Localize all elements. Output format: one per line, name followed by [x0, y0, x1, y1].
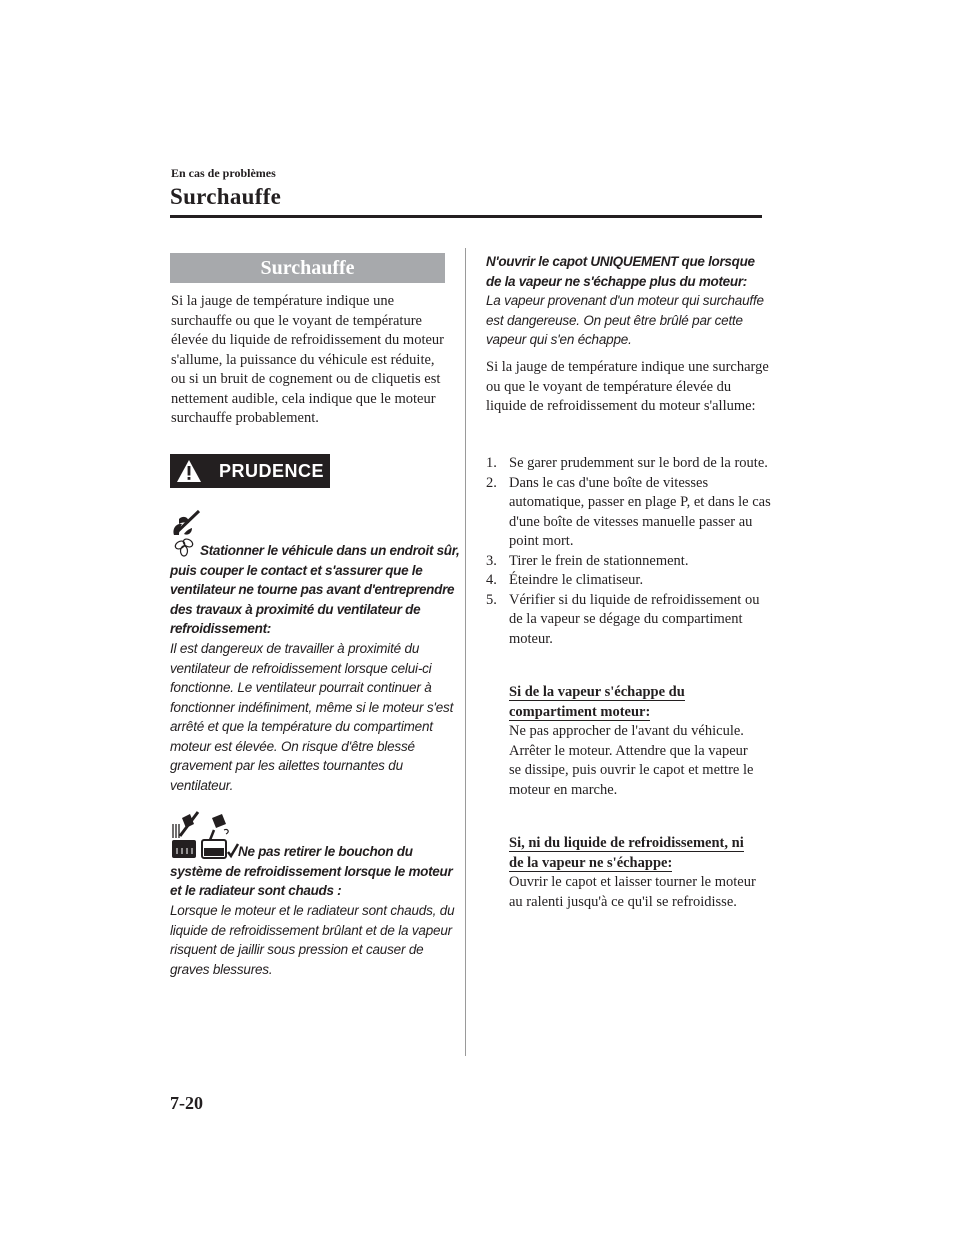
list-item — [486, 454, 771, 474]
section-intro: Si la jauge de température indique une surchauffe ou que le voyant de température élevée du liquide de refroidissement du moteur s'allume, la puissance du véhicule est réduite, ou si un bruit de cognement ou de cliquetis est nettement audible, cela indique que le moteur surchauffe probablement. — [171, 293, 444, 426]
warning-heading-fan: Stationner le véhicule dans un endroit sûr, puis couper le contact et s'assurer que le ventilateur ne tourne pas avant d'entreprendre des travaux à proximité du ventilateur de refroidissement: — [170, 543, 460, 636]
case-steam-body: Ne pas approcher de l'avant du véhicule. Arrêter le moteur. Attendre que la vapeur se dissipe, puis ouvrir le capot et mettre le moteur en marche. — [509, 723, 754, 798]
step-number: 2. — [486, 474, 497, 491]
procedure-steps — [486, 454, 771, 649]
warning-heading-hood: N'ouvrir le capot UNIQUEMENT que lorsque de la vapeur ne s'échappe plus du moteur: — [486, 254, 755, 289]
case-steam-title: Si de la vapeur s'échappe du compartiment moteur: — [509, 684, 685, 720]
column-divider — [465, 248, 466, 1056]
header-divider — [170, 215, 762, 218]
warning-triangle-icon — [176, 459, 202, 483]
warning-body-radiator: Lorsque le moteur et le radiateur sont chauds, du liquide de refroidissement brûlant et de la vapeur risquent de jaillir sous pression et causer de graves blessures. — [170, 903, 455, 977]
section-heading: Surchauffe — [170, 253, 445, 283]
step-number: 3. — [486, 552, 497, 569]
step-number: 5. — [486, 591, 497, 608]
step-number: 4. — [486, 572, 497, 588]
case-none-title: Si, ni du liquide de refroidissement, ni de la vapeur ne s'échappe: — [509, 835, 744, 871]
list-item — [486, 591, 771, 650]
case-none-body: Ouvrir le capot et laisser tourner le moteur au ralenti jusqu'à ce qu'il se refroidisse. — [509, 874, 756, 910]
caution-banner — [170, 454, 330, 488]
procedure-intro: Si la jauge de température indique une surcharge ou que le voyant de température élevée du liquide de refroidissement du moteur s'allume: — [486, 359, 769, 414]
step-text: Dans le cas d'une boîte de vitesses automatique, passer en plage P, et dans le cas d'une boîte de vitesses manuelle passer au point mort. — [509, 474, 771, 549]
step-number: 1. — [486, 455, 497, 471]
caution-label: PRUDENCE — [218, 460, 324, 481]
step-text: Tirer le frein de stationnement. — [509, 552, 689, 569]
list-item — [486, 474, 771, 552]
page-title: Surchauffe — [170, 184, 282, 209]
chapter-title: En cas de problèmes — [171, 166, 276, 180]
case-steam — [509, 683, 759, 800]
warning-body-fan: Il est dangereux de travailler à proximité du ventilateur de refroidissement lorsque celui-ci fonctionne. Le ventilateur pourrait continuer à fonctionner indéfiniment, même si le moteur s'est arrêté et que la température du compartiment moteur est élevée. On risque d'être blessé gravement par les ailettes tournantes du ventilateur. — [170, 641, 454, 793]
page-number: 7-20 — [170, 1093, 203, 1113]
step-text: Se garer prudemment sur le bord de la route. — [509, 455, 768, 471]
case-none — [509, 834, 759, 912]
warning-body-hood: La vapeur provenant d'un moteur qui surchauffe est dangereuse. On peut être brûlé par cette vapeur qui s'en échappe. — [486, 293, 764, 347]
step-text: Éteindre le climatiseur. — [509, 572, 644, 588]
warning-heading-radiator: Ne pas retirer le bouchon du système de refroidissement lorsque le moteur et le radiateur sont chauds : — [170, 844, 453, 898]
list-item — [486, 552, 771, 572]
step-text: Vérifier si du liquide de refroidissement ou de la vapeur se dégage du compartiment moteur. — [509, 591, 760, 647]
list-item — [486, 571, 771, 591]
